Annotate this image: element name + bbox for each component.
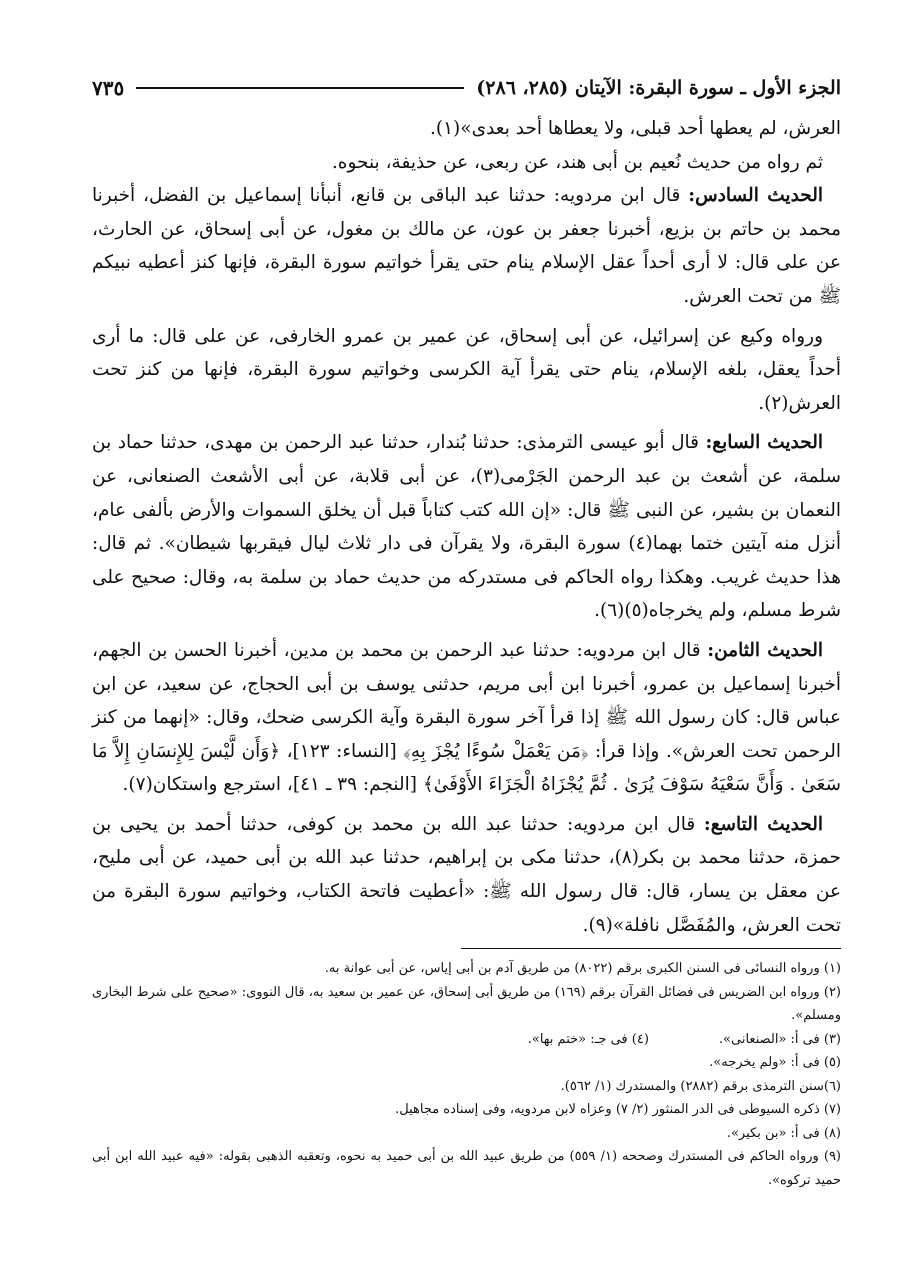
hadith-9: الحديث التاسع: قال ابن مردويه: حدثنا عبد الله بن محمد بن كوفى، حدثنا أحمد بن يحيى بن حمزة، حدثنا محمد بن بكر(٨)، حدثنا مكى بن إبراهيم، حدثنا عبد الله بن أبى حميد، عن أبى مليح، عن معقل بن يسار، قال: قال رسول الله ﷺ: «أعطيت فاتحة الكتاب، وخواتيم سورة البقرة من تحت العرش، والمُفَصَّل نافلة»(٩). bbox=[92, 813, 841, 936]
footnote-separator bbox=[461, 948, 841, 949]
page-number: ٧٣٥ bbox=[92, 76, 125, 100]
hadith-7-label: الحديث السابع: bbox=[705, 432, 823, 454]
footnote-7: (٧) ذكره السيوطى فى الدر المنثور (٢/ ٧) وعزاه لابن مردويه، وفى إسناده مجاهيل. bbox=[395, 1102, 841, 1118]
footnote-4: (٤) فى جـ: «ختم بها». bbox=[527, 1031, 649, 1047]
footnotes bbox=[92, 957, 841, 1192]
hadith-8: الحديث الثامن: قال ابن مردويه: حدثنا عبد الرحمن بن محمد بن مدين، أخبرنا الحسن بن الجهم، أخبرنا إسماعيل بن عمرو، أخبرنا ابن أبى مريم، حدثنى يوسف بن أبى الحجاج، عن سعيد، عن ابن عباس قال: كان رسول الله ﷺ إذا قرأ آخر سورة البقرة وآية الكرسى ضحك، وقال: «إنهما من كنز الرحمن تحت العرش». وإذا قرأ: ﴿مَن يَعْمَلْ سُوءًا يُجْزَ بِهِ﴾ [النساء: ١٢٣]، ﴿وَأَن لَّيْسَ لِلإِنسَانِ إِلاَّ مَا سَعَىٰ . وَأَنَّ سَعْيَهُ سَوْفَ يُرَىٰ . ثُمَّ يُجْزَاهُ الْجَزَاءَ الأَوْفَىٰ﴾ [النجم: ٣٩ ـ ٤١]، استرجع واستكان(٧). bbox=[92, 639, 841, 796]
footnote-9: (٩) ورواه الحاكم فى المستدرك وصححه (١/ ٥٥٩) من طريق عبيد الله بن أبى حميد به نحوه، وتعقبه الذهبى بقوله: «فيه عبيد الله ابن أبى حميد تركوه». bbox=[92, 1149, 841, 1188]
book-page bbox=[92, 68, 841, 1192]
hadith-8-label: الحديث الثامن: bbox=[707, 639, 823, 661]
hadith-6-label: الحديث السادس: bbox=[688, 185, 823, 207]
hadith-7: الحديث السابع: قال أبو عيسى الترمذى: حدثنا بُندار، حدثنا عبد الرحمن بن مهدى، حدثنا حماد بن سلمة، عن أشعث بن عبد الرحمن الجَرْمى(٣)، عن أبى قلابة، عن أبى الأشعث الصنعانى، عن النعمان بن بشير، عن النبى ﷺ قال: «إن الله كتب كتاباً قبل أن يخلق السموات والأرض بألفى عام، أنزل منه آيتين ختما بهما(٤) سورة البقرة، ولا يقرآن فى دار ثلاث ليال فيقربها شيطان». ثم قال: هذا حديث غريب. وهكذا رواه الحاكم فى مستدركه من حديث حماد بن سلمة به، وقال: صحيح على شرط مسلم، ولم يخرجاه(٥)(٦). bbox=[92, 432, 842, 622]
footnote-8: (٨) فى أ: «بن بكير». bbox=[726, 1125, 841, 1141]
main-text bbox=[92, 112, 841, 942]
hadith-6: الحديث السادس: قال ابن مردويه: حدثنا عبد الباقى بن قانع، أنبأنا إسماعيل بن الفضل، أخبرنا محمد بن حاتم بن بزيع، أخبرنا جعفر بن عون، عن مالك بن مغول، عن أبى إسحاق، عن الحارث، عن على قال: لا أرى أحداً عقل الإسلام ينام حتى يقرأ خواتيم سورة البقرة، فإنها كنز أعطيه نبيكم ﷺ من تحت العرش. bbox=[92, 185, 841, 307]
footnote-1: (١) ورواه النسائى فى السنن الكبرى برقم (٨٠٢٢) من طريق آدم بن أبى إياس، عن أبى عوانة به. bbox=[324, 961, 841, 977]
header-title: الجزء الأول ـ سورة البقرة: الآيتان (٢٨٥، ٢٨٦) bbox=[476, 77, 841, 99]
footnote-3: (٣) فى أ: «الصنعانى». bbox=[718, 1031, 841, 1047]
running-header bbox=[92, 68, 841, 108]
footnote-row-3-4 bbox=[92, 1028, 841, 1052]
footnote-6: (٦)سنن الترمذى برقم (٢٨٨٢) والمستدرك (١/ ٥٦٢). bbox=[560, 1078, 841, 1094]
header-rule bbox=[136, 87, 464, 89]
paragraph-1: العرش، لم يعطها أحد قبلى، ولا يعطاها أحد بعدى»(١). bbox=[430, 118, 841, 139]
paragraph-2: ثم رواه من حديث نُعيم بن أبى هند، عن ربعى، عن حذيفة، بنحوه. bbox=[331, 151, 823, 173]
hadith-9-label: الحديث التاسع: bbox=[703, 813, 823, 835]
footnote-5: (٥) فى أ: «ولم يخرجه». bbox=[709, 1055, 841, 1071]
footnote-2: (٢) ورواه ابن الضريس فى فضائل القرآن برقم (١٦٩) من طريق أبى إسحاق، عن عمير بن سعيد به، قال النووى: «صحيح على شرط البخارى ومسلم». bbox=[92, 984, 841, 1024]
paragraph-waki: ورواه وكيع عن إسرائيل، عن أبى إسحاق، عن عمير بن عمرو الخارفى، عن على قال: ما أرى أحداً يعقل، بلغه الإسلام، ينام حتى يقرأ آية الكرسى وخواتيم سورة البقرة، فإنها من كنز تحت العرش(٢). bbox=[92, 325, 841, 414]
